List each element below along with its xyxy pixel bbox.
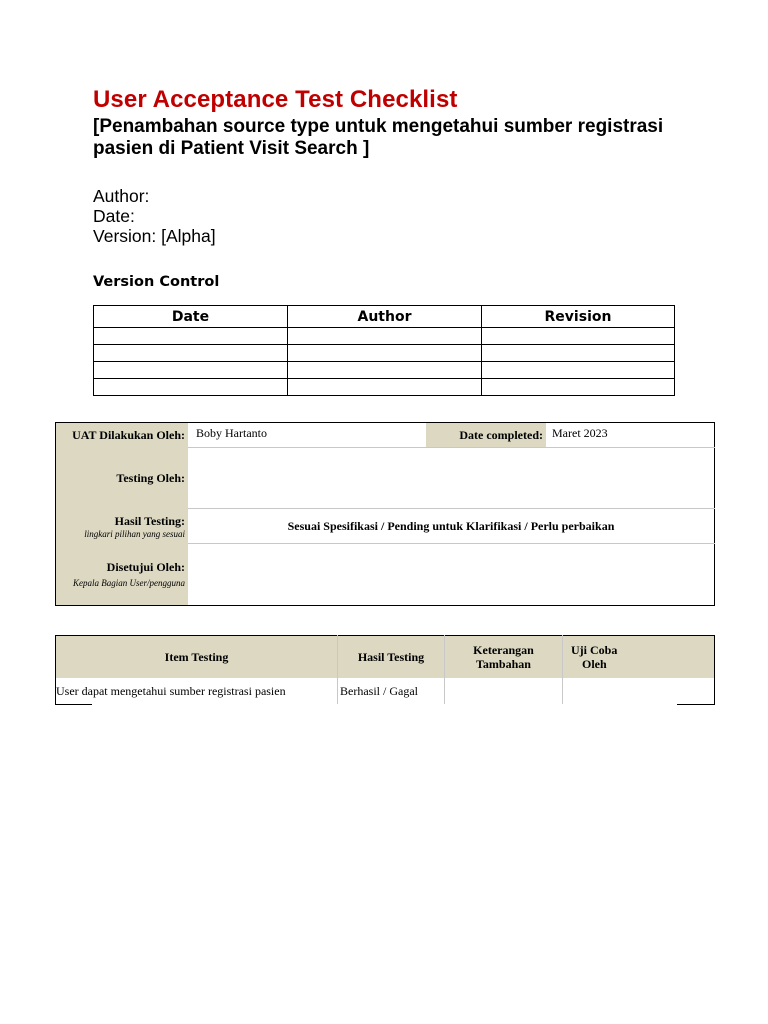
result-hint: lingkari pilihan yang sesuai: [84, 528, 185, 539]
vc-cell-revision: [482, 362, 675, 379]
vc-cell-author: [288, 379, 482, 396]
approved-label-cell: [56, 544, 189, 606]
date-completed-value: [546, 423, 715, 448]
header-keterangan-line2: Tambahan: [476, 657, 531, 671]
test-items-header-row: [56, 636, 715, 679]
version-control-heading: Version Control: [93, 274, 220, 290]
uat-done-by-value: [188, 423, 426, 448]
note-cell[interactable]: [445, 678, 563, 704]
header-revision: Revision: [482, 306, 675, 328]
vc-cell-date: [94, 345, 288, 362]
header-author: Author: [288, 306, 482, 328]
version-control-header-row: [94, 306, 675, 328]
header-uji-coba-line1: Uji Coba: [571, 643, 618, 657]
result-cell[interactable]: Berhasil / Gagal: [338, 678, 445, 704]
header-item-testing: Item Testing: [56, 636, 338, 679]
testing-by-label: Testing Oleh:: [56, 448, 189, 509]
vc-cell-date: [94, 379, 288, 396]
approved-value: [188, 544, 715, 606]
version-control-row: [94, 345, 675, 362]
date-completed-text: Maret 2023: [552, 425, 608, 440]
table-bottom-border-left: [55, 704, 92, 705]
header-keterangan-line1: Keterangan: [473, 643, 534, 657]
version-control-row: [94, 362, 675, 379]
vc-cell-revision: [482, 379, 675, 396]
vc-cell-date: [94, 328, 288, 345]
version-control-table: [93, 305, 675, 396]
vc-cell-revision: [482, 328, 675, 345]
version-control-row: [94, 328, 675, 345]
date-completed-label: Date completed:: [426, 423, 546, 448]
header-uji-coba-line2: Oleh: [582, 657, 607, 671]
item-cell: User dapat mengetahui sumber registrasi pasien: [56, 683, 286, 698]
table-bottom-border-right: [677, 704, 715, 705]
result-options: Sesuai Spesifikasi / Pending untuk Klarifikasi / Perlu perbaikan: [188, 509, 715, 544]
document-subtitle: [Penambahan source type untuk mengetahui sumber registrasi pasien di Patient Visit Search ]: [93, 116, 664, 159]
header-uji-coba: [563, 636, 715, 679]
result-label-cell: [56, 509, 189, 544]
header-hasil-testing: Hasil Testing: [338, 636, 445, 679]
uat-info-table: [55, 422, 715, 606]
version-line: Version: [Alpha]: [93, 226, 216, 246]
vc-cell-revision: [482, 345, 675, 362]
version-control-row: [94, 379, 675, 396]
tester-cell[interactable]: [563, 678, 715, 704]
uat-done-by-text: Boby Hartanto: [196, 425, 267, 440]
vc-cell-author: [288, 345, 482, 362]
result-label: Hasil Testing:: [114, 513, 185, 528]
vc-cell-date: [94, 362, 288, 379]
uat-done-by-label: UAT Dilakukan Oleh:: [56, 423, 189, 448]
vc-cell-author: [288, 328, 482, 345]
test-items-table: [55, 635, 715, 704]
testing-by-value: [188, 448, 715, 509]
author-line: Author:: [93, 186, 150, 206]
header-keterangan: [445, 636, 563, 679]
table-row: [56, 678, 715, 704]
approved-hint: Kepala Bagian User/pengguna: [73, 578, 185, 589]
date-line: Date:: [93, 206, 135, 226]
document-title: User Acceptance Test Checklist: [93, 86, 458, 113]
approved-label: Disetujui Oleh:: [106, 560, 185, 575]
vc-cell-author: [288, 362, 482, 379]
header-date: Date: [94, 306, 288, 328]
